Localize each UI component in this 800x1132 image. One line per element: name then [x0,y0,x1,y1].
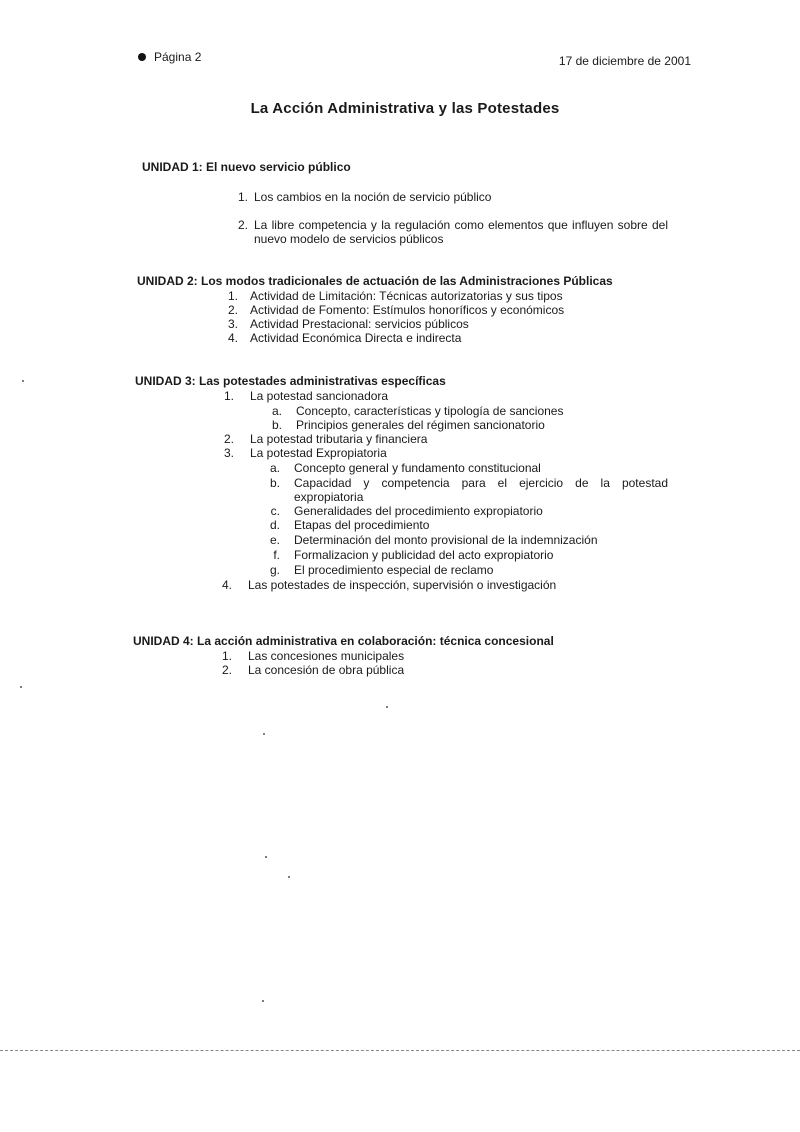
item-letter: c. [270,504,280,518]
item-text: La potestad tributaria y financiera [250,432,428,446]
item-letter: d. [269,518,280,532]
bullet-icon [138,53,146,61]
item-text: Concepto, características y tipología de sanciones [296,404,564,418]
item-letter: a. [271,404,282,418]
item-text: Las concesiones municipales [248,649,405,663]
item-letter: f. [273,548,280,562]
document-date: 17 de diciembre de 2001 [558,54,691,68]
scan-speck [265,856,267,858]
item-number: 4. [227,331,238,345]
item-text: Capacidad y competencia para el ejercicio de la potestad expropiatoria [294,476,668,504]
item-letter: g. [269,563,280,577]
item-text: Actividad Económica Directa e indirecta [250,331,462,345]
item-number: 2. [221,663,232,677]
item-number: 3. [227,317,238,331]
item-text: El procedimiento especial de reclamo [294,563,494,577]
item-letter: b. [271,418,282,432]
item-number: 2. [223,432,234,446]
item-text: La concesión de obra pública [248,663,405,677]
scan-speck [263,733,265,735]
item-number: 1. [237,190,248,204]
scan-speck [386,706,388,708]
item-text: Los cambios en la noción de servicio público [254,190,492,204]
unit-1-heading: UNIDAD 1: El nuevo servicio público [142,160,351,174]
item-text: Actividad de Fomento: Estímulos honoríficos y económicos [250,303,565,317]
scan-edge-line [0,1050,800,1051]
item-number: 1. [221,649,232,663]
item-number: 3. [223,446,234,460]
page-title: La Acción Administrativa y las Potestades [250,100,560,117]
scan-speck [20,686,22,688]
page-number: Página 2 [154,50,202,64]
scan-speck [262,1000,264,1002]
item-number: 2. [227,303,238,317]
item-text: La libre competencia y la regulación como elementos que influyen sobre del nuevo modelo de servicios públicos [254,218,668,246]
unit-2-heading: UNIDAD 2: Los modos tradicionales de actuación de las Administraciones Públicas [137,274,613,288]
item-text: Generalidades del procedimiento expropiatorio [294,504,543,518]
item-text: Formalizacion y publicidad del acto expropiatorio [294,548,554,562]
item-text: Determinación del monto provisional de la indemnización [294,533,598,547]
item-text: Concepto general y fundamento constitucional [294,461,541,475]
item-number: 1. [227,289,238,303]
scan-speck [22,380,24,382]
item-text: Principios generales del régimen sancionatorio [296,418,545,432]
unit-4-heading: UNIDAD 4: La acción administrativa en colaboración: técnica concesional [133,634,554,648]
item-text: La potestad Expropiatoria [250,446,387,460]
item-text: Actividad de Limitación: Técnicas autorizatorias y sus tipos [250,289,563,303]
item-text: Etapas del procedimiento [294,518,430,532]
item-letter: e. [269,533,280,547]
item-text: Las potestades de inspección, supervisión o investigación [248,578,557,592]
item-letter: a. [269,461,280,475]
unit-3-heading: UNIDAD 3: Las potestades administrativas específicas [135,374,446,388]
item-number: 4. [221,578,232,592]
scan-speck [288,876,290,878]
item-text: La potestad sancionadora [250,389,389,403]
item-text: Actividad Prestacional: servicios públicos [250,317,469,331]
item-letter: b. [269,476,280,490]
item-number: 2. [237,218,248,232]
item-number: 1. [223,389,234,403]
